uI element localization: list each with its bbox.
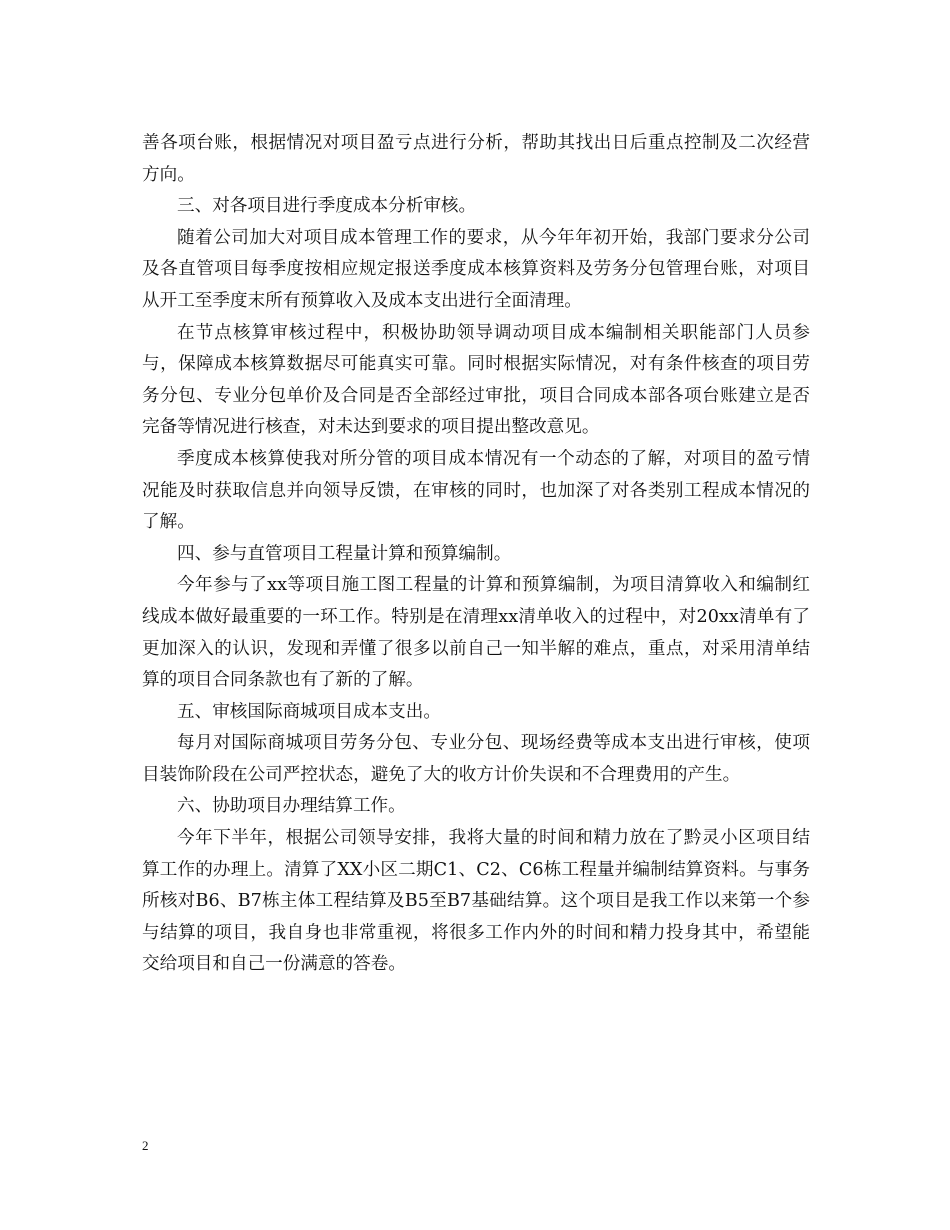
section-heading-3: 三、对各项目进行季度成本分析审核。 — [177, 196, 477, 217]
section-heading-6: 六、协助项目办理结算工作。 — [177, 796, 406, 817]
section-heading-4: 四、参与直管项目工程量计算和预算编制。 — [177, 543, 512, 564]
paragraph: 随着公司加大对项目成本管理工作的要求，从今年年初开始，我部门要求分公司及各直管项目每季度按相应规定报送季度成本核算资料及劳务分包管理台账，对项目从开工至季度末所有预算收入及成本支出进行全面清理。 — [142, 227, 810, 311]
page-number: 2 — [142, 1138, 149, 1153]
paragraph: 在节点核算审核过程中，积极协助领导调动项目成本编制相关职能部门人员参与，保障成本核算数据尽可能真实可靠。同时根据实际情况，对有条件核查的项目劳务分包、专业分包单价及合同是否全部经过审批，项目合同成本部各项台账建立是否完备等情况进行核查，对未达到要求的项目提出整改意见。 — [142, 322, 810, 438]
paragraph: 每月对国际商城项目劳务分包、专业分包、现场经费等成本支出进行审核，使项目装饰阶段在公司严控状态，避免了大的收方计价失误和不合理费用的产生。 — [142, 733, 810, 785]
document-body — [142, 128, 810, 981]
section-heading-5: 五、审核国际商城项目成本支出。 — [177, 701, 441, 722]
paragraph: 季度成本核算使我对所分管的项目成本情况有一个动态的了解，对项目的盈亏情况能及时获取信息并向领导反馈，在审核的同时，也加深了对各类别工程成本情况的了解。 — [142, 448, 810, 533]
paragraph: 今年参与了xx等项目施工图工程量的计算和预算编制，为项目清算收入和编制红线成本做好最重要的一环工作。特别是在清理xx清单收入的过程中，对20xx清单有了更加深入的认识，发现和弄懂了很多以前自己一知半解的难点，重点，对采用清单结算的项目合同条款也有了新的了解。 — [142, 575, 810, 691]
paragraph: 今年下半年，根据公司领导安排，我将大量的时间和精力放在了黔灵小区项目结算工作的办理上。清算了XX小区二期C1、C2、C6栋工程量并编制结算资料。与事务所核对B6、B7栋主体工程结算及B5至B7基础结算。这个项目是我工作以来第一个参与结算的项目，我自身也非常重视，将很多工作内外的时间和精力投身其中，希望能交给项目和自己一份满意的答卷。 — [142, 828, 810, 975]
paragraph-continuation: 善各项台账，根据情况对项目盈亏点进行分析，帮助其找出日后重点控制及二次经营方向。 — [142, 133, 810, 185]
